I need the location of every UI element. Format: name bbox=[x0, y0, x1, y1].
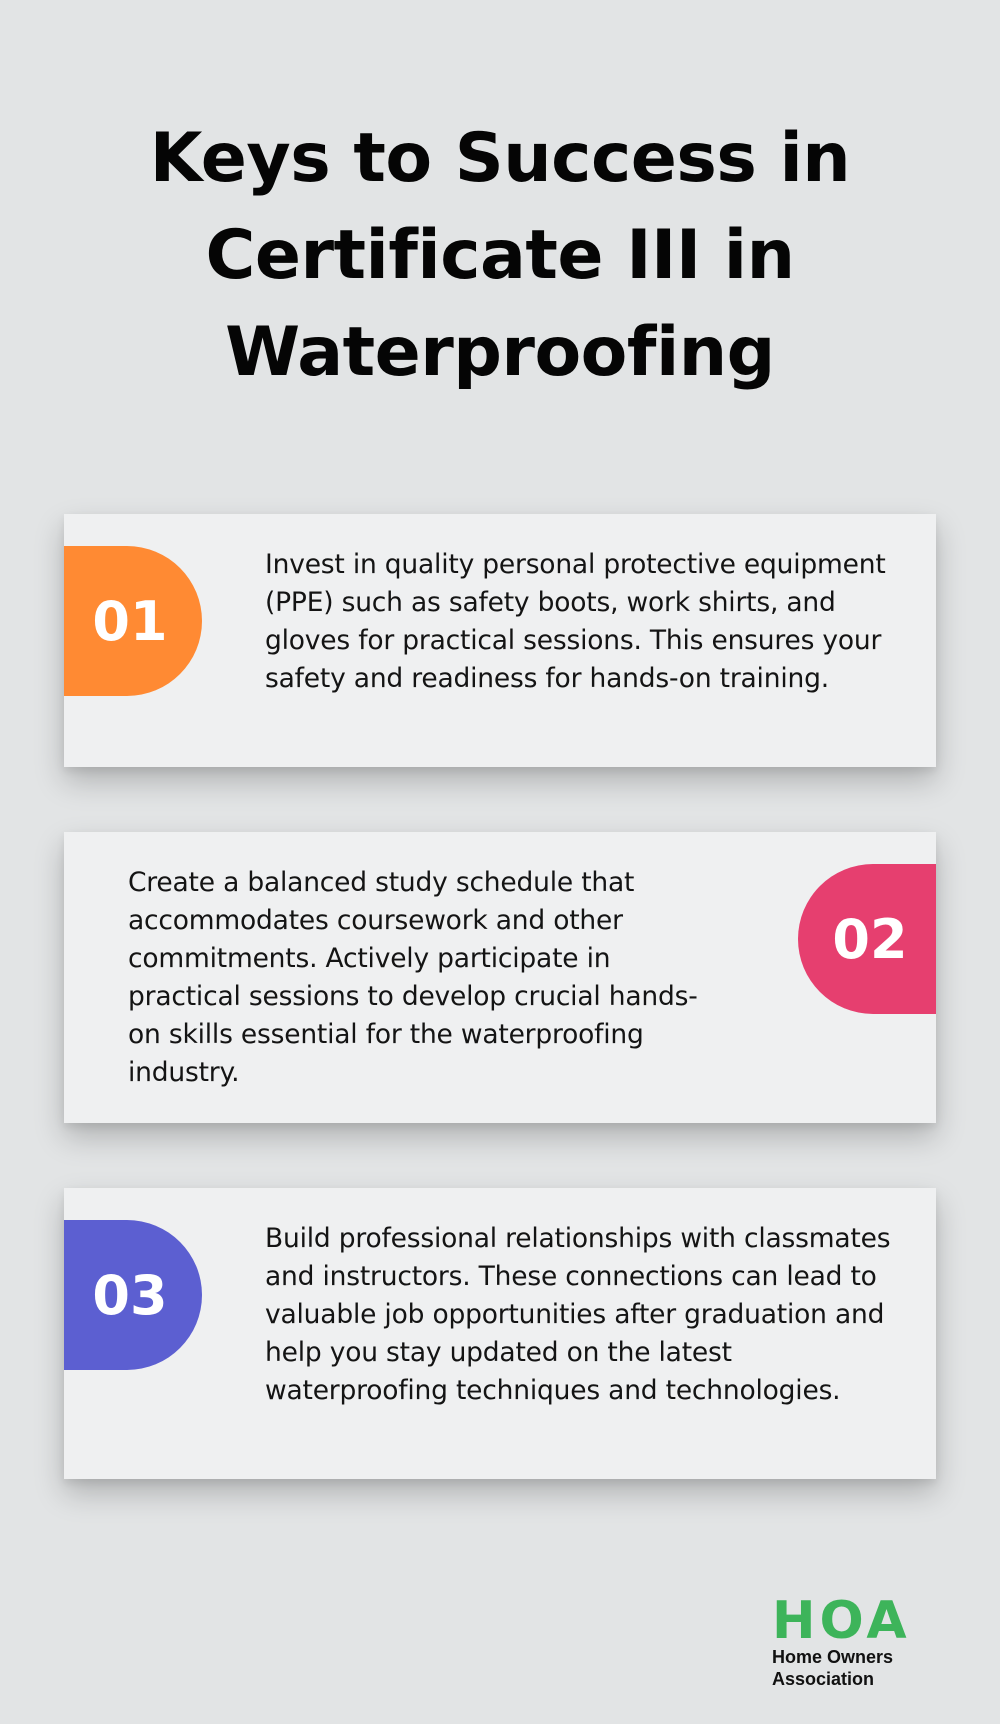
step-number-3: 03 bbox=[92, 1263, 168, 1327]
tip-text-1: Invest in quality personal protective equipment (PPE) such as safety boots, work shirts, and gloves for practical sessions. This ensures your safety and readiness for hands-on training. bbox=[265, 549, 886, 694]
logo-line-2: Association bbox=[772, 1669, 875, 1689]
step-badge-2 bbox=[798, 864, 936, 1014]
logo-subtitle bbox=[772, 1646, 942, 1690]
step-badge-3 bbox=[64, 1220, 202, 1370]
hoa-logo bbox=[772, 1591, 942, 1690]
step-number-1: 01 bbox=[92, 589, 168, 653]
step-badge-1 bbox=[64, 546, 202, 696]
logo-line-1: Home Owners bbox=[772, 1647, 894, 1667]
title-line-1: Keys to Success in bbox=[149, 119, 851, 198]
tip-card-1 bbox=[64, 514, 936, 767]
tip-card-3 bbox=[64, 1188, 936, 1479]
logo-mark: HOA bbox=[772, 1591, 911, 1651]
title-line-2: Certificate III in bbox=[205, 216, 795, 295]
title-line-3: Waterproofing bbox=[225, 313, 775, 392]
tip-card-2 bbox=[64, 832, 936, 1123]
page-title bbox=[0, 110, 1000, 401]
tip-text-2: Create a balanced study schedule that accommodates coursework and other commitments. Actively participate in practical sessions to develop crucial hands-on skills essential for the waterproofing industry. bbox=[128, 867, 698, 1088]
step-number-2: 02 bbox=[832, 907, 908, 971]
tip-text-3: Build professional relationships with classmates and instructors. These connections can lead to valuable job opportunities after graduation and help you stay updated on the latest waterproofing techniques and technologies. bbox=[265, 1223, 891, 1406]
